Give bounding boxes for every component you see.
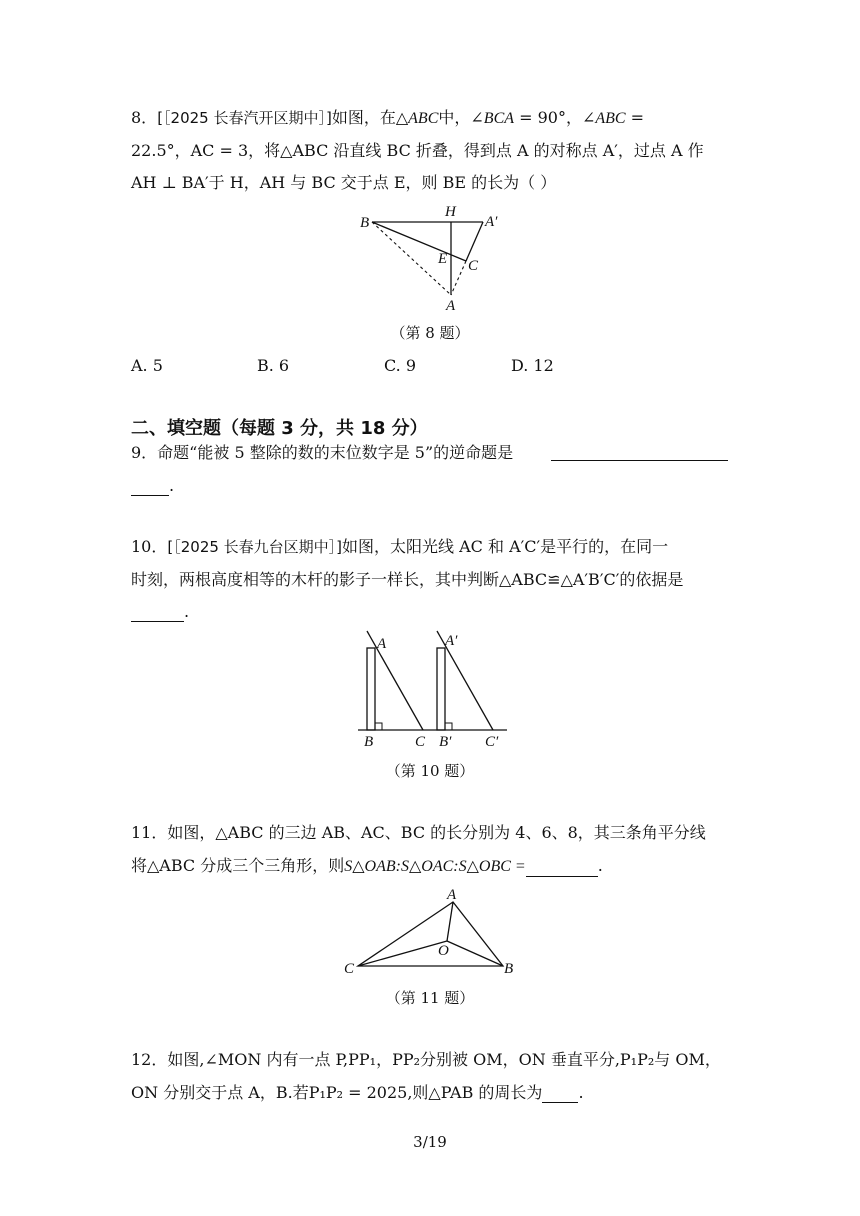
q8-line3: AH ⊥ BA′于 H，AH 与 BC 交于点 E，则 BE 的长为（ ） [131, 173, 557, 192]
q9-line2: . [131, 476, 174, 496]
label-O: O [438, 943, 449, 959]
label-C: C [344, 961, 355, 977]
label-C-prime: C′ [485, 734, 499, 750]
segment-A-prime-C [466, 222, 483, 261]
q10-line1: 10．[［2025 长春九台区期中］]如图，太阳光线 AC 和 A′C′是平行的，在同一 [131, 537, 669, 556]
label-C: C [468, 258, 479, 274]
bisector-OA [447, 902, 453, 941]
bisector-OB [447, 941, 503, 966]
q11-figure [340, 884, 525, 979]
q8-line2: 22.5°，AC = 3，将△ABC 沿直线 BC 折叠，得到点 A 的对称点 A′，过点 A 作 [131, 141, 704, 160]
label-B-prime: B′ [439, 734, 452, 750]
q11-line1: 11．如图，△ABC 的三边 AB、AC、BC 的长分别为 4、6、8，其三条角平分线 [131, 823, 706, 842]
label-H: H [445, 204, 456, 220]
q12-line1: 12．如图,∠MON 内有一点 P,PP₁，PP₂分别被 OM，ON 垂直平分,P₁P₂与 OM， [131, 1050, 721, 1069]
q12-line2: ON 分别交于点 A，B.若P₁P₂ = 2025,则△PAB 的周长为 . [131, 1083, 584, 1102]
q11-ratio: S△OAB:S△OAC:S△OBC = [344, 858, 526, 875]
label-A-prime: A′ [485, 214, 498, 230]
q10-caption: （第 10 题） [385, 762, 475, 780]
q11-caption: （第 11 题） [385, 989, 475, 1007]
pole-A-prime-B-prime [437, 648, 445, 730]
label-A-prime: A′ [445, 633, 458, 649]
q9-answer-blank[interactable] [551, 460, 728, 461]
q10-answer-blank[interactable] [131, 605, 184, 622]
q9-line1: 9．命题“能被 5 整除的数的末位数字是 5”的逆命题是 [131, 443, 514, 462]
segment-CA-dashed [451, 261, 466, 295]
q10-line2: 时刻，两根高度相等的木杆的影子一样长，其中判断△ABC≌△A′B′C′的依据是 [131, 570, 684, 589]
right-angle-B-prime [445, 723, 452, 730]
q8-source: [［2025 长春汽开区期中］] [157, 109, 332, 127]
q8-figure [350, 200, 520, 315]
q8-option-a: A. 5 [131, 356, 163, 375]
segment-BC [372, 222, 466, 261]
bisector-OC [358, 941, 447, 966]
label-B: B [364, 734, 374, 750]
label-E: E [438, 251, 448, 267]
q8-option-c: C. 9 [384, 356, 417, 375]
q8-option-d: D. 12 [511, 356, 554, 375]
q8-caption: （第 8 题） [390, 324, 470, 342]
label-B: B [504, 961, 514, 977]
label-A: A [447, 887, 457, 903]
right-angle-B [375, 723, 382, 730]
q10-figure [355, 628, 515, 753]
label-A: A [377, 636, 387, 652]
q11-line2: 将△ABC 分成三个三角形，则S△OAB:S△OAC:S△OBC = . [131, 856, 603, 875]
page-number: 3/19 [413, 1133, 447, 1151]
q10-source: [［2025 长春九台区期中］] [167, 538, 343, 556]
section-title: 二、填空题（每题 3 分，共 18 分） [131, 418, 428, 439]
label-C: C [415, 734, 426, 750]
pole-AB [367, 648, 375, 730]
q8-line1: 8．[［2025 长春汽开区期中］]如图，在△ABC中，∠BCA = 90°，∠ABC = [131, 108, 645, 127]
q8-number: 8． [131, 108, 158, 127]
label-A: A [446, 298, 456, 314]
q11-answer-blank[interactable] [526, 860, 598, 877]
q10-line3: . [131, 602, 189, 622]
label-B: B [360, 215, 370, 231]
q9-answer-blank-2[interactable] [131, 479, 169, 496]
q8-option-b: B. 6 [257, 356, 290, 375]
q12-answer-blank[interactable] [542, 1086, 578, 1103]
